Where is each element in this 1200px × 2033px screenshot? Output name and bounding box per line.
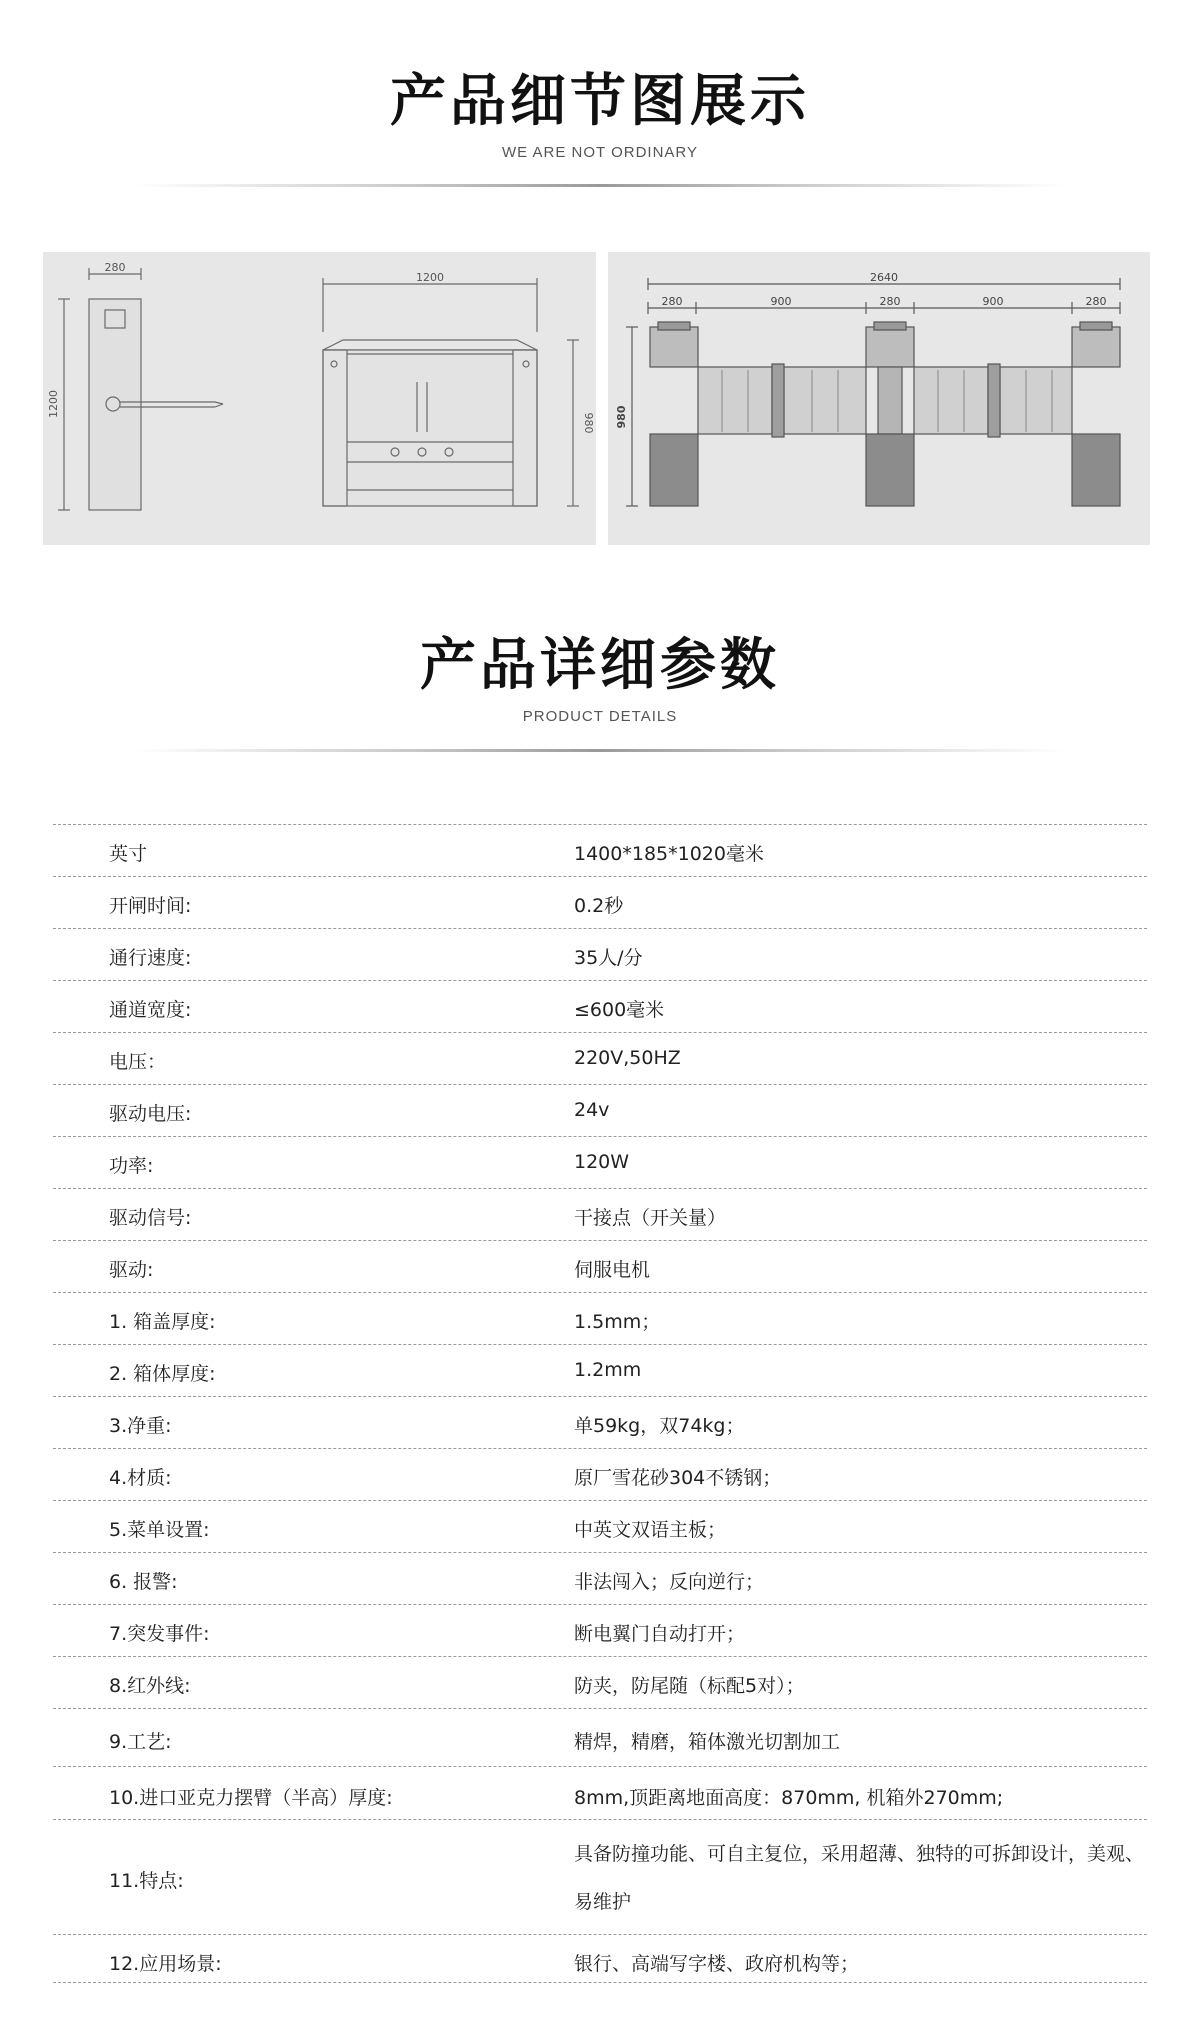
section-subtitle: PRODUCT DETAILS xyxy=(522,708,678,725)
section-divider xyxy=(135,184,1065,187)
spec-key: 7.突发事件: xyxy=(109,1623,210,1645)
dim-height: 980 xyxy=(615,405,628,429)
spec-row xyxy=(53,1136,1147,1189)
section-header-details xyxy=(0,69,1200,161)
spec-value: 0.2秒 xyxy=(574,895,624,917)
spec-value: 1.5mm； xyxy=(574,1311,661,1333)
spec-row xyxy=(53,876,1147,929)
table-bottom-border xyxy=(53,1982,1147,1983)
dim-total-width: 2640 xyxy=(870,271,898,284)
spec-value: 非法闯入；反向逆行； xyxy=(574,1571,765,1593)
section-title: 产品详细参数 xyxy=(420,633,780,698)
spec-key: 功率: xyxy=(109,1155,154,1177)
spec-value: 原厂雪花砂304不锈钢； xyxy=(574,1467,782,1489)
spec-key: 通道宽度: xyxy=(109,999,192,1021)
spec-row xyxy=(53,1934,1147,1983)
spec-row xyxy=(53,1084,1147,1137)
spec-value: 1400*185*1020毫米 xyxy=(574,843,764,865)
spec-row xyxy=(53,1292,1147,1345)
spec-key: 驱动电压: xyxy=(109,1103,192,1125)
dim-side-height: 1200 xyxy=(47,390,60,418)
spec-key: 8.红外线: xyxy=(109,1675,191,1697)
section-title: 产品细节图展示 xyxy=(390,69,810,134)
section-subtitle: WE ARE NOT ORDINARY xyxy=(502,144,698,161)
spec-key: 9.工艺: xyxy=(109,1731,172,1753)
spec-key: 2. 箱体厚度: xyxy=(109,1363,216,1385)
spec-row xyxy=(53,1500,1147,1553)
spec-key: 开闸时间: xyxy=(109,895,192,917)
spec-key: 通行速度: xyxy=(109,947,192,969)
spec-key: 11.特点: xyxy=(109,1870,184,1892)
drawing-top-view xyxy=(608,252,1150,545)
spec-value: 220V,50HZ xyxy=(574,1047,681,1069)
section-divider xyxy=(135,749,1065,752)
dim-seg-5: 280 xyxy=(1085,295,1107,308)
spec-value: 24v xyxy=(574,1099,610,1121)
spec-row xyxy=(53,1396,1147,1449)
spec-value: 8mm,顶距离地面高度：870mm, 机箱外270mm; xyxy=(574,1787,1004,1809)
drawing-side-front xyxy=(43,252,596,545)
spec-value: 单59kg，双74kg； xyxy=(574,1415,745,1437)
spec-key: 驱动: xyxy=(109,1259,154,1281)
spec-row xyxy=(53,824,1147,877)
spec-row xyxy=(53,1819,1147,1935)
dim-seg-2: 900 xyxy=(770,295,792,308)
spec-key: 驱动信号: xyxy=(109,1207,192,1229)
spec-row xyxy=(53,1344,1147,1397)
spec-key: 1. 箱盖厚度: xyxy=(109,1311,216,1333)
spec-row xyxy=(53,1656,1147,1709)
dim-front-height: 980 xyxy=(582,412,595,434)
spec-value: 中英文双语主板； xyxy=(574,1519,727,1541)
spec-row xyxy=(53,1032,1147,1085)
section-header-params xyxy=(0,633,1200,725)
spec-row xyxy=(53,1552,1147,1605)
spec-value: 120W xyxy=(574,1151,630,1173)
spec-value: 断电翼门自动打开； xyxy=(574,1623,746,1645)
spec-key: 5.菜单设置: xyxy=(109,1519,210,1541)
technical-drawing-left xyxy=(43,252,596,545)
spec-row xyxy=(53,1766,1147,1820)
technical-drawing-right xyxy=(608,252,1150,545)
spec-row xyxy=(53,1240,1147,1293)
spec-key: 英寸 xyxy=(109,843,148,865)
spec-key: 4.材质: xyxy=(109,1467,172,1489)
spec-row xyxy=(53,1708,1147,1767)
spec-key: 6. 报警: xyxy=(109,1571,178,1593)
spec-value: 银行、高端写字楼、政府机构等； xyxy=(574,1953,860,1975)
dim-side-width: 280 xyxy=(104,261,126,274)
spec-value: 35人/分 xyxy=(574,947,643,969)
spec-value: 具备防撞功能、可自主复位，采用超薄、独特的可拆卸设计，美观、易维护 xyxy=(574,1843,1145,1913)
dim-front-width: 1200 xyxy=(416,271,444,284)
spec-value: 伺服电机 xyxy=(574,1259,651,1281)
spec-value: 防夹，防尾随（标配5对）； xyxy=(574,1675,805,1697)
spec-row xyxy=(53,1448,1147,1501)
spec-row xyxy=(53,1604,1147,1657)
spec-value: 1.2mm xyxy=(574,1359,642,1381)
spec-key: 10.进口亚克力摆臂（半高）厚度: xyxy=(109,1787,393,1809)
spec-value: 精焊，精磨，箱体激光切割加工 xyxy=(574,1731,841,1753)
spec-value: 干接点（开关量） xyxy=(574,1207,727,1229)
spec-row xyxy=(53,928,1147,981)
spec-row xyxy=(53,980,1147,1033)
spec-key: 电压： xyxy=(109,1051,167,1073)
spec-value: ≤600毫米 xyxy=(574,999,665,1021)
spec-key: 3.净重: xyxy=(109,1415,172,1437)
dim-seg-3: 280 xyxy=(879,295,901,308)
dim-seg-4: 900 xyxy=(982,295,1004,308)
spec-row xyxy=(53,1188,1147,1241)
dim-seg-1: 280 xyxy=(661,295,683,308)
spec-key: 12.应用场景: xyxy=(109,1953,222,1975)
